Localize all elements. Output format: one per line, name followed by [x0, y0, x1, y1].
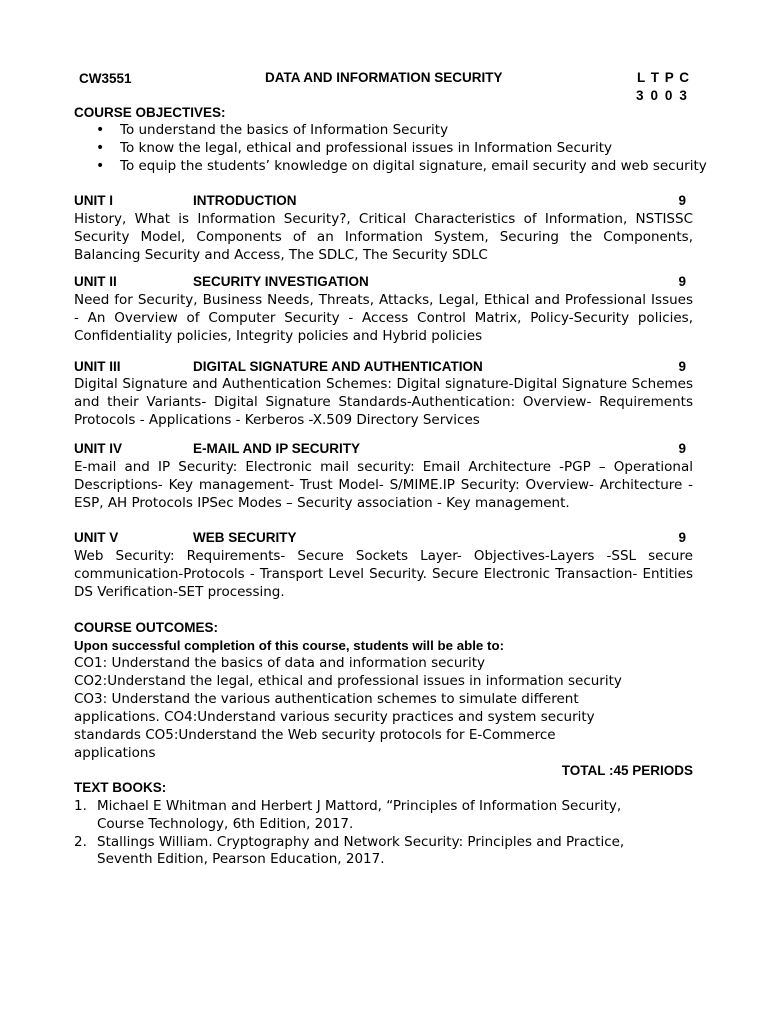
unit-number: UNIT II [74, 274, 117, 289]
unit-5-header [74, 530, 686, 548]
unit-hours: 9 [678, 193, 686, 208]
list-item: • To know the legal, ethical and professional issues in Information Security [96, 139, 613, 156]
unit-4-header [74, 441, 686, 459]
unit-3-content: Digital Signature and Authentication Schemes: Digital signature-Digital Signature Schemes and their Variants- Digital Signature Standards-Authentication: Overview- Requirements Protocols - Applications - Kerberos -X.509 Directory Services [74, 376, 693, 428]
unit-number: UNIT I [74, 193, 113, 208]
outcome-line: applications [74, 745, 156, 761]
unit-title: E-MAIL AND IP SECURITY [193, 441, 361, 456]
unit-hours: 9 [678, 530, 686, 545]
textbook-line: Michael E Whitman and Herbert J Mattord, “Principles of Information Security, [97, 798, 622, 814]
list-item [74, 798, 674, 834]
textbook-line: Course Technology, 6th Edition, 2017. [97, 815, 354, 832]
unit-title: WEB SECURITY [193, 530, 297, 545]
objectives-heading: COURSE OBJECTIVES: [74, 105, 226, 120]
list-item [74, 834, 674, 870]
unit-title: DIGITAL SIGNATURE AND AUTHENTICATION [193, 359, 483, 374]
unit-number: UNIT III [74, 359, 121, 374]
textbook-line: Seventh Edition, Pearson Education, 2017. [97, 851, 385, 868]
outcome-line: standards CO5:Understand the Web security protocols for E-Commerce [74, 727, 556, 743]
unit-hours: 9 [678, 274, 686, 289]
bullet-icon: • [96, 139, 105, 156]
unit-5-content: Web Security: Requirements- Secure Sockets Layer- Objectives-Layers -SSL secure communication-Protocols - Transport Level Security. Secure Electronic Transaction- Entities DS Verification-SET processing. [74, 548, 693, 600]
bullet-icon: • [96, 157, 105, 174]
textbooks-list [74, 798, 674, 869]
outcomes-heading: COURSE OUTCOMES: [74, 620, 219, 635]
list-item: • To understand the basics of Information Security [96, 122, 449, 138]
unit-2-header [74, 274, 686, 292]
list-item: • To equip the students’ knowledge on digital signature, email security and web security [96, 157, 707, 174]
outcome-line: CO2:Understand the legal, ethical and professional issues in information security [74, 673, 622, 689]
textbooks-heading: TEXT BOOKS: [74, 780, 167, 795]
objectives-list [74, 122, 754, 175]
unit-hours: 9 [678, 441, 686, 456]
textbook-line: Stallings William. Cryptography and Network Security: Principles and Practice, [97, 833, 625, 850]
unit-4-content: E-mail and IP Security: Electronic mail security: Email Architecture -PGP – Operational Descriptions- Key management- Trust Model- S/MIME.IP Security: Overview- Architecture - ESP, AH Protocols IPSec Modes – Security association - Key management. [74, 459, 693, 511]
unit-hours: 9 [678, 359, 686, 374]
unit-title: INTRODUCTION [193, 193, 297, 208]
unit-number: UNIT V [74, 530, 119, 545]
unit-1-content: History, What is Information Security?, Critical Characteristics of Information, NSTISSC Security Model, Components of an Information System, Securing the Components, Balancing Security and Access, The SDLC, The Security SDLC [74, 211, 693, 263]
unit-3-header [74, 359, 686, 377]
course-title: DATA AND INFORMATION SECURITY [265, 70, 503, 85]
ltpc-values: 3 0 0 3 [636, 88, 689, 103]
outcome-line: applications. CO4:Understand various security practices and system security [74, 709, 595, 725]
unit-title: SECURITY INVESTIGATION [193, 274, 369, 289]
total-periods: TOTAL :45 PERIODS [561, 763, 693, 778]
unit-number: UNIT IV [74, 441, 123, 456]
outcomes-intro: Upon successful completion of this course, students will be able to: [74, 638, 504, 653]
bullet-icon: • [96, 122, 105, 138]
outcome-line: CO3: Understand the various authentication schemes to simulate different [74, 691, 579, 707]
ltpc-label: L T P C [637, 70, 691, 85]
course-code: CW3551 [79, 71, 132, 86]
outcome-line: CO1: Understand the basics of data and information security [74, 655, 485, 671]
unit-1-header [74, 193, 686, 211]
textbook-number: 2. [74, 833, 87, 850]
textbook-number: 1. [74, 798, 87, 814]
unit-2-content: Need for Security, Business Needs, Threats, Attacks, Legal, Ethical and Professional Issues - An Overview of Computer Security - Access Control Matrix, Policy-Security policies, Confidentiality policies, Integrity policies and Hybrid policies [74, 292, 693, 344]
